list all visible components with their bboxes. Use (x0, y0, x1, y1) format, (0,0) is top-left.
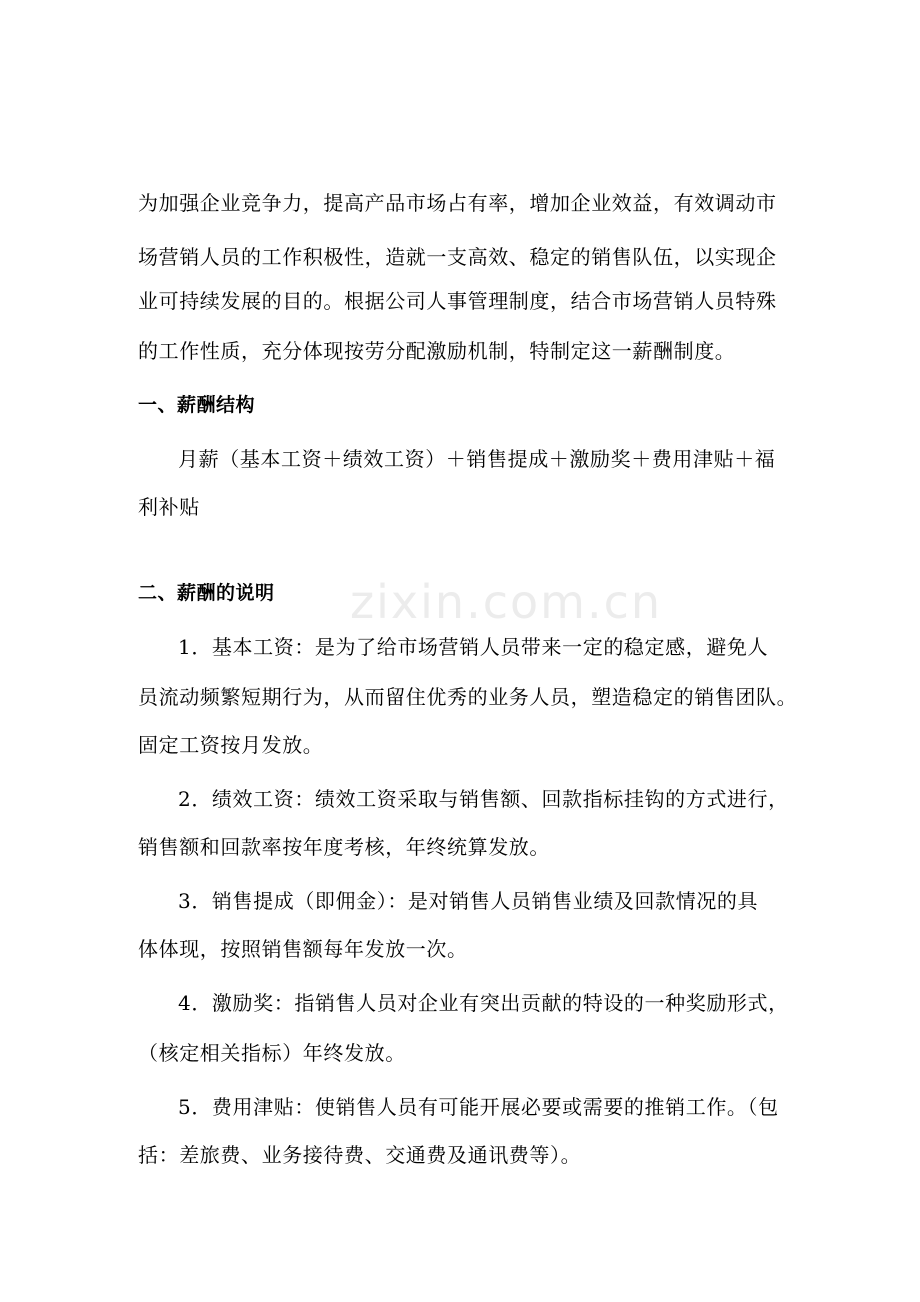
watermark: zixin.com.cn (350, 575, 663, 629)
item-3-line-2: 体体现，按照销售额每年发放一次。 (138, 937, 468, 961)
intro-line-3: 业可持续发展的目的。根据公司人事管理制度，结合市场营销人员特殊 (138, 289, 777, 313)
item-4-line-1: 4．激励奖：指销售人员对企业有突出贡献的特设的一种奖励形式， (178, 991, 789, 1015)
item-1-line-3: 固定工资按月发放。 (138, 733, 324, 757)
item-1-line-2: 员流动频繁短期行为，从而留住优秀的业务人员，塑造稳定的销售团队。 (138, 685, 798, 709)
item-5-line-1: 5．费用津贴：使销售人员有可能开展必要或需要的推销工作。（包 (178, 1095, 779, 1119)
intro-line-1: 为加强企业竞争力，提高产品市场占有率，增加企业效益，有效调动市 (138, 191, 777, 215)
intro-line-4: 的工作性质，充分体现按劳分配激励机制，特制定这一薪酬制度。 (138, 339, 736, 363)
item-2-line-1: 2．绩效工资：绩效工资采取与销售额、回款指标挂钩的方式进行， (178, 787, 789, 811)
item-3-line-1: 3．销售提成（即佣金）：是对销售人员销售业绩及回款情况的具 (178, 889, 759, 913)
section-heading-salary-explanation: 二、薪酬的说明 (138, 582, 275, 604)
item-2-line-2: 销售额和回款率按年度考核，年终统算发放。 (138, 835, 550, 859)
item-1-line-1: 1．基本工资：是为了给市场营销人员带来一定的稳定感，避免人 (178, 635, 769, 659)
item-5-line-2: 括：差旅费、业务接待费、交通费及通讯费等）。 (138, 1143, 582, 1167)
item-4-line-2: （核定相关指标）年终发放。 (138, 1041, 406, 1065)
salary-structure-line-2: 利补贴 (138, 495, 200, 519)
salary-structure-line-1: 月薪（基本工资＋绩效工资）＋销售提成＋激励奖＋费用津贴＋福 (178, 447, 776, 471)
intro-line-2: 场营销人员的工作积极性，造就一支高效、稳定的销售队伍，以实现企 (138, 245, 777, 269)
section-heading-salary-structure: 一、薪酬结构 (138, 394, 256, 416)
